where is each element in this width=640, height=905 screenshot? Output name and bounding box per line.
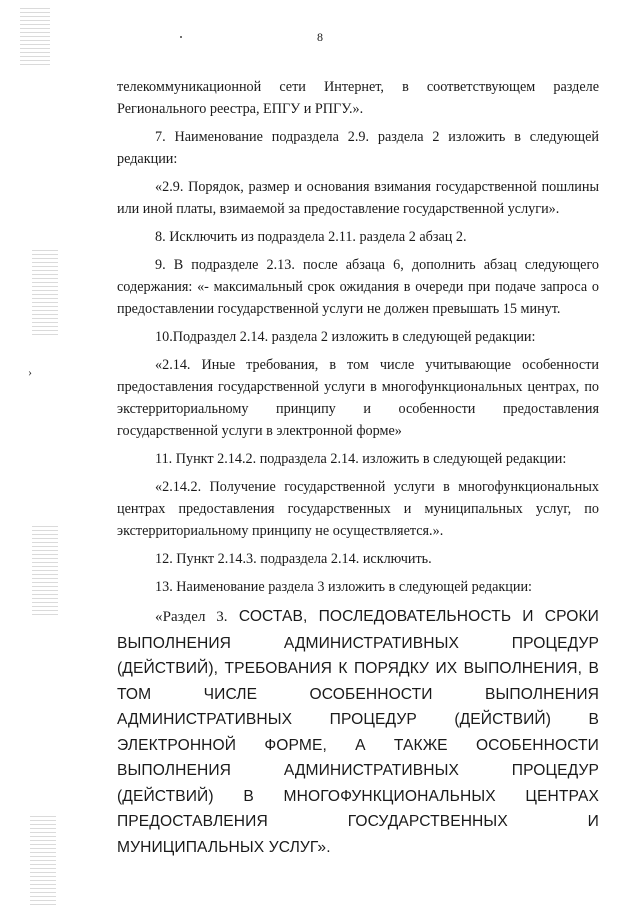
paragraph: 11. Пункт 2.14.2. подраздела 2.14. изложить в следующей редакции: — [155, 451, 567, 467]
paragraph: «2.14. Иные требования, в том числе учитывающие особенности предоставления государственной услуги в многофункциональных центрах, по экстерриториальному принципу и особенности предоставления государственной услуги в электронной форме» — [117, 357, 599, 439]
section-heading-lead: «Раздел 3. — [155, 609, 228, 625]
paragraph: 10.Подраздел 2.14. раздела 2 изложить в следующей редакции: — [155, 329, 536, 345]
paragraph: «2.14.2. Получение государственной услуги в многофункциональных центрах предоставления государственных и муниципальных услуг, по экстерриториальному принципу не осуществляется.». — [117, 479, 599, 539]
scan-artifact — [32, 525, 58, 615]
page-number: 8 — [317, 30, 323, 44]
section-heading — [117, 604, 599, 860]
paragraph: 13. Наименование раздела 3 изложить в следующей редакции: — [155, 579, 532, 595]
paragraph: 8. Исключить из подраздела 2.11. раздела 2 абзац 2. — [155, 229, 467, 245]
paragraph: 7. Наименование подраздела 2.9. раздела 2 изложить в следующей редакции: — [117, 129, 599, 167]
paragraph: 9. В подразделе 2.13. после абзаца 6, дополнить абзац следующего содержания: «- максимальный срок ожидания в очереди при подаче запроса о предоставлении государственной услуги не должен превышать 15 минут. — [117, 257, 599, 317]
section-heading-text: СОСТАВ, ПОСЛЕДОВАТЕЛЬНОСТЬ И СРОКИ ВЫПОЛНЕНИЯ АДМИНИСТРАТИВНЫХ ПРОЦЕДУР (ДЕЙСТВИЙ), ТРЕБОВАНИЯ К ПОРЯДКУ ИХ ВЫПОЛНЕНИЯ, В ТОМ ЧИСЛЕ ОСОБЕННОСТИ ВЫПОЛНЕНИЯ АДМИНИСТРАТИВНЫХ ПРОЦЕДУР (ДЕЙСТВИЙ) В ЭЛЕКТРОННОЙ ФОРМЕ, А ТАКЖЕ ОСОБЕННОСТИ ВЫПОЛНЕНИЯ АДМИНИСТРАТИВНЫХ ПРОЦЕДУР (ДЕЙСТВИЙ) В МНОГОФУНКЦИОНАЛЬНЫХ ЦЕНТРАХ ПРЕДОСТАВЛЕНИЯ ГОСУДАРСТВЕННЫХ И МУНИЦИПАЛЬНЫХ УСЛУГ». — [117, 608, 599, 856]
scan-artifact — [30, 815, 56, 905]
document-body — [117, 76, 599, 866]
paragraph: телекоммуникационной сети Интернет, в соответствующем разделе Регионального реестра, ЕПГУ и РПГУ.». — [117, 79, 599, 117]
paragraph: «2.9. Порядок, размер и основания взимания государственной пошлины или иной платы, взимаемой за предоставление государственной услуги». — [117, 179, 599, 217]
paragraph: 12. Пункт 2.14.3. подраздела 2.14. исключить. — [155, 551, 432, 567]
margin-mark: › — [28, 365, 32, 379]
scan-artifact — [32, 250, 58, 335]
